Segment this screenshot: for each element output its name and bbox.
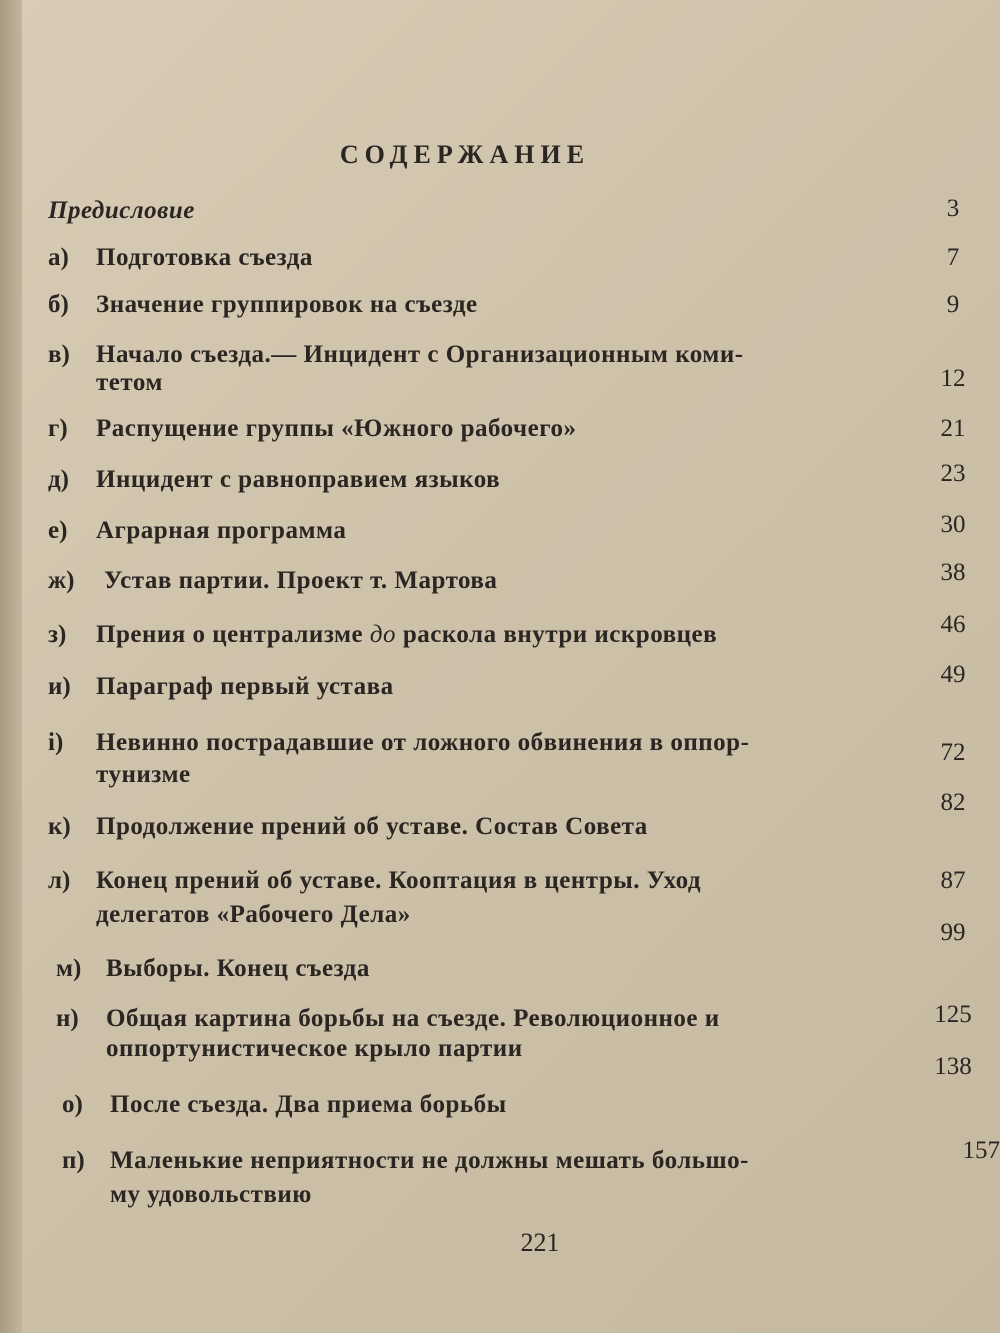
toc-entry-page: 99 [940,919,966,946]
toc-entry-label: и) [48,673,71,700]
toc-entry-text: Конец прений об уставе. Кооптация в центры. Уход [96,867,702,894]
toc-entry-page: 21 [940,415,966,442]
toc-entry-label: ж) [48,567,75,594]
toc-entry-label: і) [48,729,64,756]
toc-entry-text [96,620,908,650]
toc-entry-text: После съезда. Два приема борьбы [110,1091,507,1118]
toc-entry-text-italic: до [369,621,397,648]
toc-entry-page: 125 [934,1001,972,1028]
toc-entry-label: а) [48,244,69,271]
toc-entry-text: Инцидент с равноправием языков [96,466,501,493]
toc-entry-page: 12 [940,365,966,392]
page-gutter-edge [0,0,22,1333]
toc-entry-label: е) [48,517,68,544]
toc-entry-text-before: Прения о централизме [96,621,370,648]
toc-entry-page: 9 [946,291,960,318]
toc-entry-page: 157 [962,1137,1000,1164]
toc-entry-label: з) [48,621,67,648]
toc-entry-text-after: раскола внутри искровцев [396,621,718,648]
toc-entry-page: 7 [946,244,960,271]
toc-entry-label: о) [62,1091,83,1118]
toc-entry-text-continued: тунизме [96,761,191,788]
toc-entry-label: п) [62,1147,85,1174]
toc-entry-text: Выборы. Конец съезда [106,955,370,982]
toc-entry-label: к) [48,813,71,840]
toc-entry-text: Общая картина борьбы на съезде. Революционное и [106,1005,720,1032]
toc-entry-text: Предисловие [48,197,195,224]
page-title: СОДЕРЖАНИЕ [339,140,591,169]
toc-entry-label: в) [48,341,70,368]
toc-entry-text: Устав партии. Проект т. Мартова [104,567,498,594]
toc-entry-page: 138 [934,1053,972,1080]
toc-entry-page: 30 [940,511,966,538]
toc-entry-page: 82 [940,789,966,816]
toc-entry-text: Продолжение прений об уставе. Состав Совета [96,813,648,840]
toc-entry-text: Маленькие неприятности не должны мешать большо- [110,1147,749,1174]
toc-entry-page: 72 [940,739,966,766]
toc-entry-label: м) [56,955,82,982]
toc-entry-text: Начало съезда.— Инцидент с Организационным коми- [96,341,744,368]
toc-entry-label: г) [48,415,68,442]
toc-entry-page: 87 [940,867,966,894]
toc-entry-text: Значение группировок на съезде [96,291,478,318]
toc-entry-label: д) [48,466,69,493]
toc-entry-text: Невинно пострадавшие от ложного обвинения в оппор- [96,729,750,756]
toc-entry-label: б) [48,291,69,318]
toc-entry-text-continued: оппортунистическое крыло партии [106,1035,523,1062]
toc-entry-text-continued: делегатов «Рабочего Дела» [96,901,411,928]
toc-entry-text-continued: тетом [96,369,163,396]
page-number: 221 [520,1228,560,1257]
toc-entry-text: Распущение группы «Южного рабочего» [96,415,577,442]
toc-entry-text: Параграф первый устава [96,673,394,700]
toc-entry-page: 38 [940,559,966,586]
toc-entry-page: 23 [940,460,966,487]
toc-entry-page: 3 [946,195,960,222]
toc-entry-text: Подготовка съезда [96,244,313,271]
toc-entry-page: 46 [940,611,966,638]
toc-entry-page: 49 [940,661,966,688]
toc-entry-text-continued: му удовольствию [110,1181,312,1208]
toc-entry-text: Аграрная программа [96,517,347,544]
toc-entry-label: н) [56,1005,79,1032]
toc-entry-label: л) [48,867,71,894]
